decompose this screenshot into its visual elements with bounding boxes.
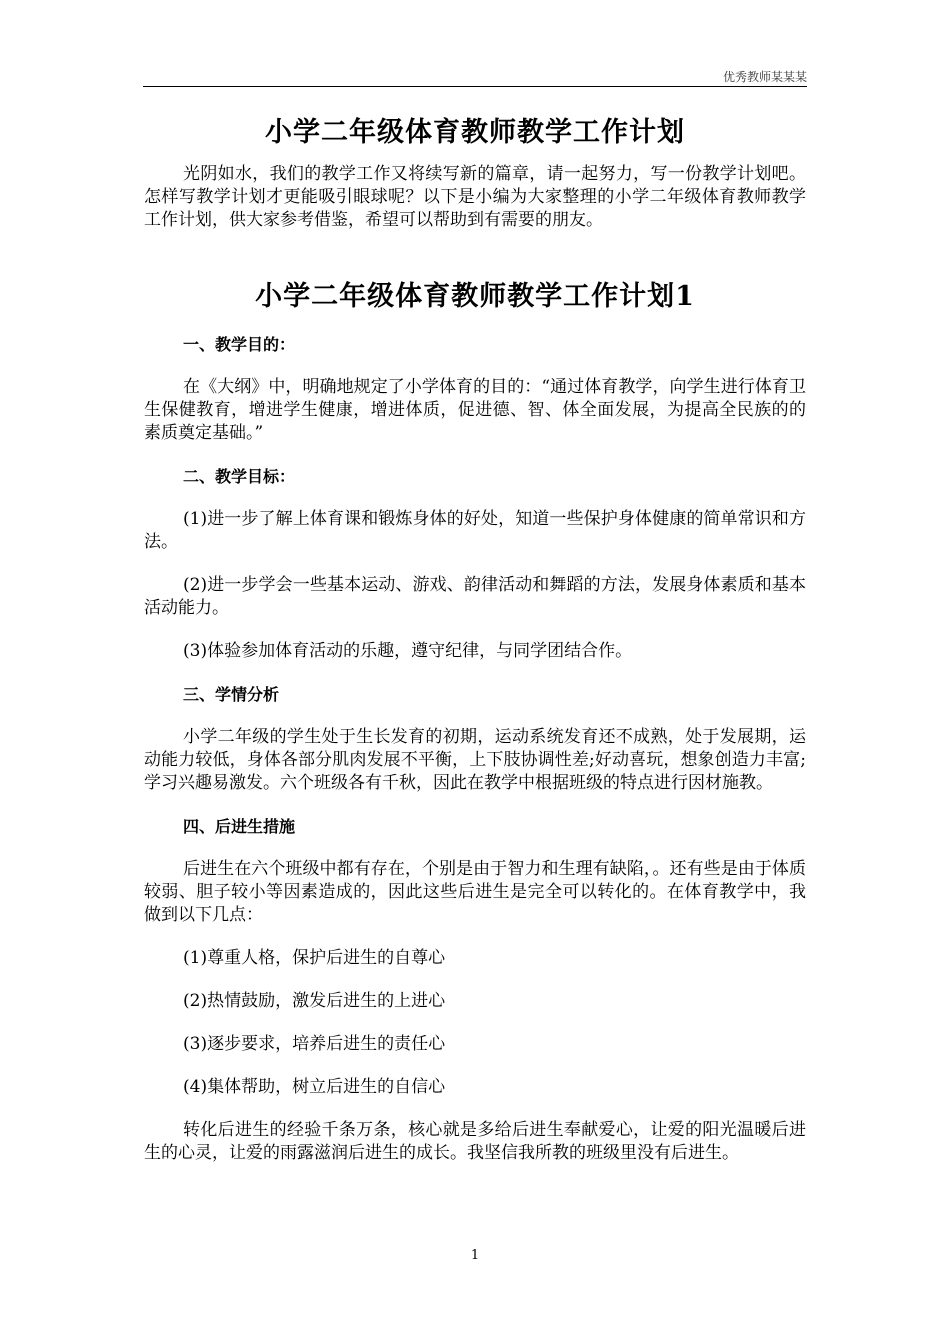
heading-student-analysis: 三、学情分析	[183, 685, 280, 704]
page-number: 1	[470, 1248, 480, 1263]
document-body	[144, 110, 806, 1165]
measure-item-2: (2)热情鼓励，激发后进生的上进心	[183, 991, 446, 1011]
heading-underachiever-measures: 四、后进生措施	[183, 817, 296, 836]
goal-item-1: (1)进一步了解上体育课和锻炼身体的好处，知道一些保护身体健康的简单常识和方法。	[144, 509, 806, 552]
section-title: 小学二年级体育教师教学工作计划1	[255, 281, 695, 312]
goal-item-3: (3)体验参加体育活动的乐趣，遵守纪律，与同学团结合作。	[183, 641, 633, 661]
measure-item-4: (4)集体帮助，树立后进生的自信心	[183, 1077, 446, 1097]
paragraph: 在《大纲》中，明确地规定了小学体育的目的：“通过体育教学，向学生进行体育卫生保健教育，增进学生健康，增进体质，促进德、智、体全面发展，为提高全民族的的素质奠定基础。”	[144, 377, 806, 443]
document-title: 小学二年级体育教师教学工作计划	[265, 117, 685, 148]
goal-item-2: (2)进一步学会一些基本运动、游戏、韵律活动和舞蹈的方法，发展身体素质和基本活动能力。	[144, 575, 806, 618]
page-header: 优秀教师某某某	[143, 68, 807, 87]
paragraph: 转化后进生的经验千条万条，核心就是多给后进生奉献爱心，让爱的阳光温暖后进生的心灵，让爱的雨露滋润后进生的成长。我坚信我所教的班级里没有后进生。	[144, 1120, 806, 1163]
measure-item-1: (1)尊重人格，保护后进生的自尊心	[183, 948, 446, 968]
paragraph: 后进生在六个班级中都有存在，个别是由于智力和生理有缺陷，。还有些是由于体质较弱、胆子较小等因素造成的，因此这些后进生是完全可以转化的。在体育教学中，我做到以下几点：	[144, 859, 806, 925]
paragraph: 小学二年级的学生处于生长发育的初期，运动系统发育还不成熟，处于发展期，运动能力较低，身体各部分肌肉发展不平衡，上下肢协调性差;好动喜玩，想象创造力丰富;学习兴趣易激发。六个班级各有千秋，因此在教学中根据班级的特点进行因材施教。	[144, 727, 806, 793]
intro-paragraph: 光阴如水，我们的教学工作又将续写新的篇章，请一起努力，写一份教学计划吧。怎样写教学计划才更能吸引眼球呢？以下是小编为大家整理的小学二年级体育教师教学工作计划，供大家参考借鉴，希望可以帮助到有需要的朋友。	[144, 164, 806, 230]
heading-teaching-goals: 二、教学目标：	[183, 467, 296, 486]
heading-teaching-purpose: 一、教学目的：	[183, 335, 296, 354]
measure-item-3: (3)逐步要求，培养后进生的责任心	[183, 1034, 446, 1054]
